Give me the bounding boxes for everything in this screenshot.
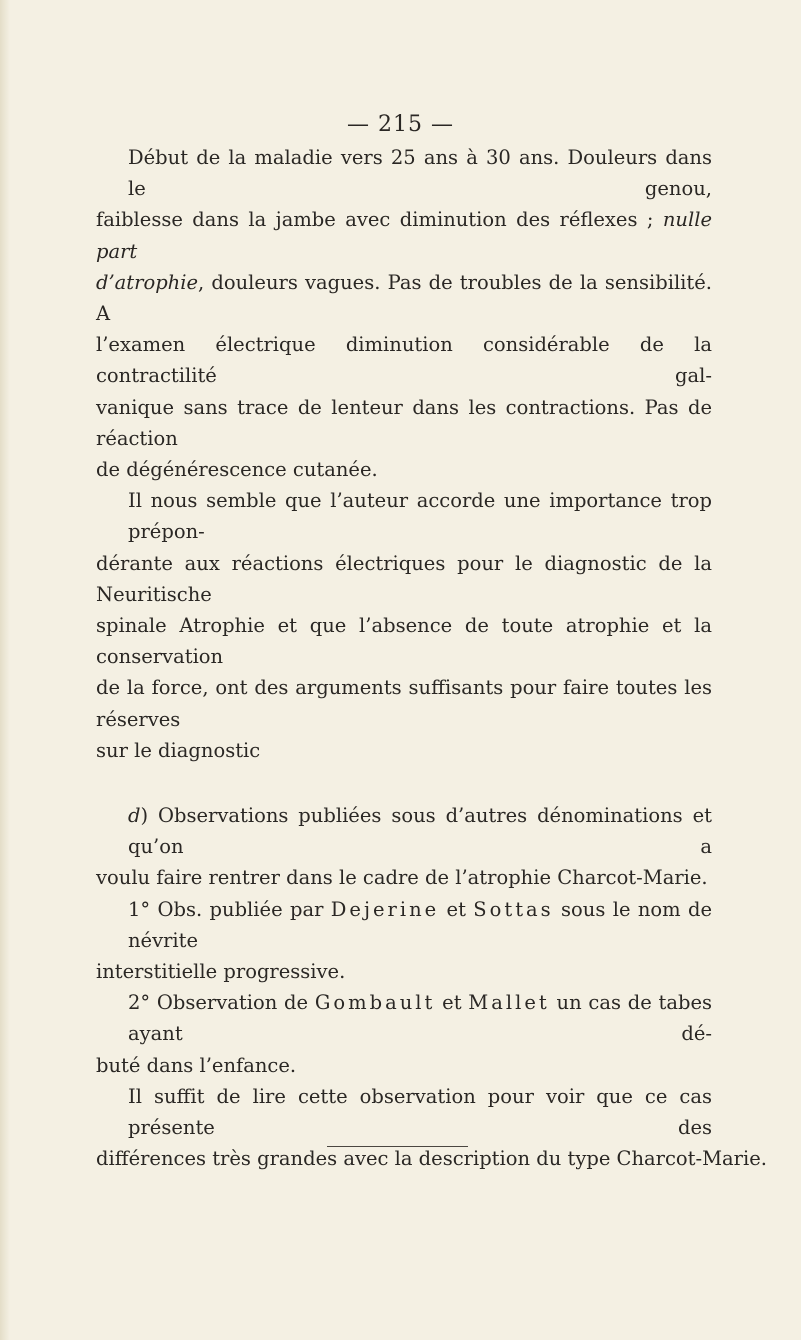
text-line: buté dans l’enfance. [96, 1053, 297, 1077]
text-span: , douleurs vagues. Pas de troubles de la sensibilité. A [96, 270, 712, 326]
italic-span: nulle part [96, 208, 712, 263]
text-line [96, 987, 712, 1049]
text-line: sur le diagnostic [96, 738, 261, 762]
page-number: — 215 — [347, 112, 454, 137]
text-span: et [435, 991, 469, 1015]
text-line [96, 800, 712, 862]
text-line: Il nous semble que l’auteur accorde une importance trop prépon- [128, 489, 712, 544]
body-text [96, 142, 767, 1175]
author-name: Sottas [473, 897, 554, 921]
paragraph-gap [96, 766, 712, 800]
text-line: l’examen électrique diminution considérable de la contractilité gal- [96, 333, 712, 388]
text-span: faiblesse dans la jambe avec diminution des réflexes ; [96, 208, 663, 232]
text-line: de la force, ont des arguments suffisants pour faire toutes les réserves [96, 676, 712, 731]
text-line: différences très grandes avec la description du type Charcot-Marie. [96, 1147, 767, 1171]
italic-span: d’atrophie [96, 270, 199, 294]
page-edge-shadow [0, 0, 10, 1340]
text-span: un cas de tabes ayant dé- [128, 991, 712, 1046]
text-line: vanique sans trace de lenteur dans les contractions. Pas de réaction [96, 395, 712, 450]
text-span: 1° Obs. publiée par [128, 897, 331, 921]
footer-rule [327, 1146, 468, 1147]
text-line: Début de la maladie vers 25 ans à 30 ans. Douleurs dans le genou, [128, 146, 712, 201]
text-span: et [439, 897, 474, 921]
author-name: Mallet [468, 991, 550, 1015]
text-line: dérante aux réactions électriques pour le diagnostic de la Neuritische [96, 551, 712, 606]
text-span: 2° Observation de [128, 991, 315, 1015]
text-line: Il suffit de lire cette observation pour voir que ce cas présente des [128, 1084, 712, 1140]
author-name: Dejerine [330, 897, 440, 921]
text-span: sous le nom de névrite [128, 897, 713, 952]
text-line [96, 267, 712, 329]
text-line [96, 894, 712, 956]
author-name: Gombault [314, 991, 436, 1015]
text-line [96, 204, 712, 266]
text-line: voulu faire rentrer dans le cadre de l’atrophie Charcot-Marie. [96, 866, 708, 890]
text-line: spinale Atrophie et que l’absence de toute atrophie et la conservation [96, 614, 712, 669]
text-line: de dégénérescence cutanée. [96, 458, 378, 482]
text-line: interstitielle progressive. [96, 960, 346, 984]
text-span: ) Observations publiées sous d’autres dénominations et qu’on a [128, 804, 712, 859]
italic-span: d [128, 804, 141, 828]
